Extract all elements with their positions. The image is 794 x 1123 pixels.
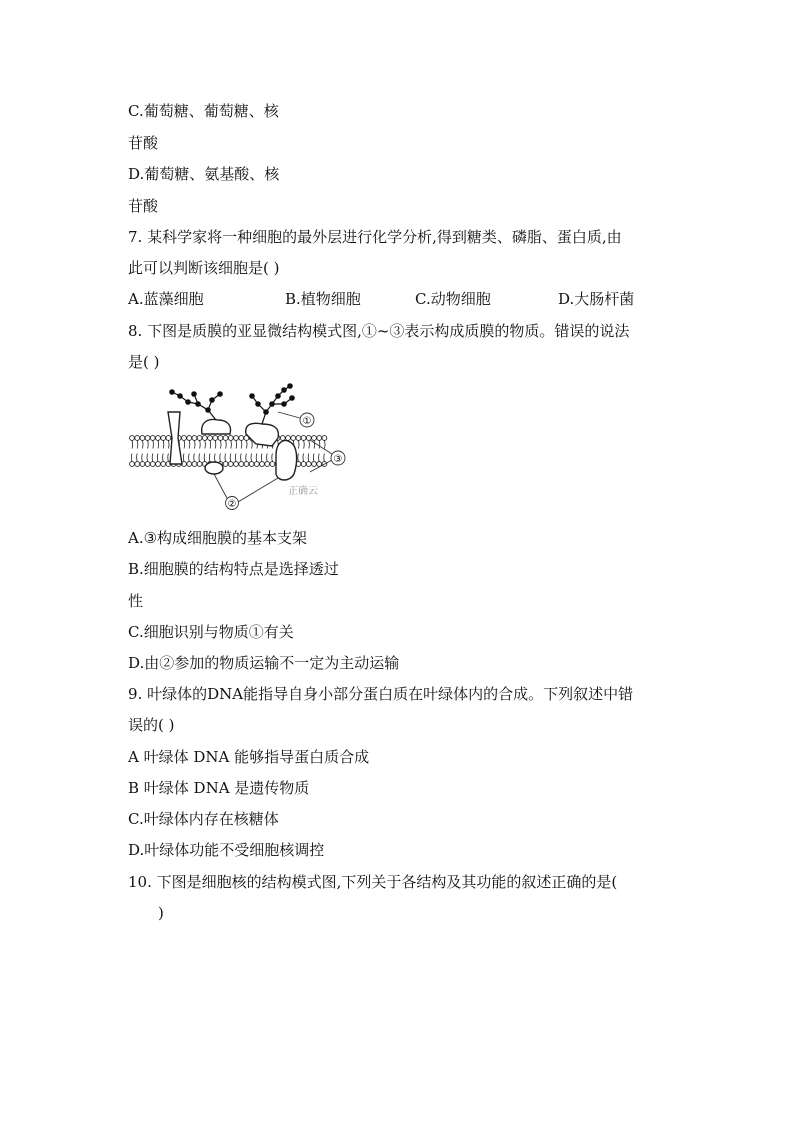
q9-stem-line2: 误的( ) <box>128 716 175 734</box>
q10-stem-line2: ) <box>158 904 164 922</box>
label-2: ② <box>227 499 237 510</box>
label-3: ③ <box>333 454 343 465</box>
q9-option-b: B 叶绿体 DNA 是遗传物质 <box>128 779 310 797</box>
q8-stem-line1: 8. 下图是质膜的亚显微结构模式图,①~③表示构成质膜的物质。错误的说法 <box>128 322 630 340</box>
q9-option-a: A 叶绿体 DNA 能够指导蛋白质合成 <box>128 748 370 766</box>
q7-stem-line1: 7. 某科学家将一种细胞的最外层进行化学分析,得到糖类、磷脂、蛋白质,由 <box>128 228 622 246</box>
q9-option-c: C.叶绿体内存在核糖体 <box>128 810 279 828</box>
q6-option-d-line1: D.葡萄糖、氨基酸、核 <box>128 165 280 183</box>
q8-option-d: D.由②参加的物质运输不一定为主动运输 <box>128 654 400 672</box>
q8-stem-line2: 是( ) <box>128 353 160 371</box>
leader-line-3a <box>310 440 332 454</box>
q7-options-row <box>128 288 668 310</box>
glycoprotein-top <box>246 423 279 446</box>
q7-option-b: B.植物细胞 <box>285 290 361 308</box>
q9-option-d: D.叶绿体功能不受细胞核调控 <box>128 841 325 859</box>
q6-option-c-line1: C.葡萄糖、葡萄糖、核 <box>128 102 279 120</box>
q7-option-c: C.动物细胞 <box>415 290 491 308</box>
leader-line-1 <box>278 412 300 418</box>
q8-option-b-line2: 性 <box>128 592 144 610</box>
protein-bottom-small <box>205 462 223 474</box>
q9-stem-line1: 9. 叶绿体的DNA能指导自身小部分蛋白质在叶绿体内的合成。下列叙述中错 <box>128 685 634 703</box>
phospholipid-top-layer <box>130 436 327 449</box>
q6-option-c-line2: 苷酸 <box>128 134 159 152</box>
leader-line-2b <box>238 478 278 502</box>
membrane-diagram <box>128 382 360 510</box>
q8-option-b-line1: B.细胞膜的结构特点是选择透过 <box>128 560 339 578</box>
q7-option-a: A.蓝藻细胞 <box>128 290 204 308</box>
peripheral-protein-top <box>202 420 231 434</box>
watermark-text: 正确云 <box>288 486 318 497</box>
label-1: ① <box>302 416 312 427</box>
q8-option-c: C.细胞识别与物质①有关 <box>128 623 294 641</box>
channel-protein-right <box>276 441 297 480</box>
q6-option-d-line2: 苷酸 <box>128 197 159 215</box>
q10-stem-line1: 10. 下图是细胞核的结构模式图,下列关于各结构及其功能的叙述正确的是( <box>128 873 618 891</box>
q8-option-a: A.③构成细胞膜的基本支架 <box>128 529 308 547</box>
leader-line-2a <box>214 474 228 500</box>
glycan-chains <box>170 384 294 424</box>
q7-stem-line2: 此可以判断该细胞是( ) <box>128 259 280 277</box>
q7-option-d: D.大肠杆菌 <box>558 290 635 308</box>
